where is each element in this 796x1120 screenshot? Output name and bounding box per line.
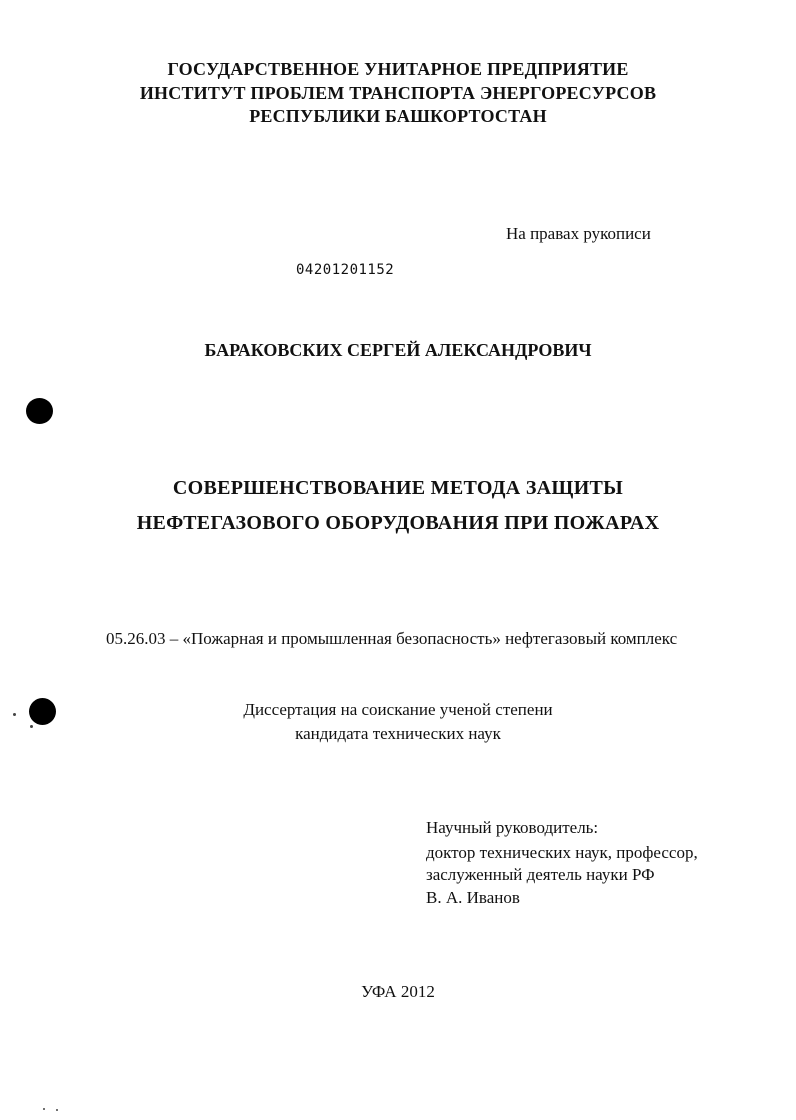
dissertation-title-line-1: СОВЕРШЕНСТВОВАНИЕ МЕТОДА ЗАЩИТЫ	[172, 477, 624, 499]
organization-line-2: ИНСТИТУТ ПРОБЛЕМ ТРАНСПОРТА ЭНЕРГОРЕСУРСОВ	[139, 83, 657, 103]
specialty-code-line: 05.26.03 – «Пожарная и промышленная безопасность» нефтегазовый комплекс	[106, 629, 678, 648]
organization-line-1: ГОСУДАРСТВЕННОЕ УНИТАРНОЕ ПРЕДПРИЯТИЕ	[167, 59, 629, 79]
hole-punch-mark	[26, 398, 53, 424]
degree-line-2: кандидата технических наук	[295, 724, 501, 743]
scan-speck	[43, 1108, 45, 1110]
manuscript-rights-note: На правах рукописи	[506, 224, 651, 243]
supervisor-name: В. А. Иванов	[426, 888, 520, 907]
dissertation-title-line-2: НЕФТЕГАЗОВОГО ОБОРУДОВАНИЯ ПРИ ПОЖАРАХ	[136, 512, 660, 534]
supervisor-honor: заслуженный деятель науки РФ	[426, 865, 655, 884]
organization-line-3: РЕСПУБЛИКИ БАШКОРТОСТАН	[249, 106, 547, 126]
author-name: БАРАКОВСКИХ СЕРГЕЙ АЛЕКСАНДРОВИЧ	[204, 340, 592, 360]
place-and-year: УФА 2012	[361, 982, 435, 1001]
supervisor-degree: доктор технических наук, профессор,	[426, 843, 698, 862]
scan-speck	[56, 1109, 58, 1111]
degree-line-1: Диссертация на соискание ученой степени	[243, 700, 553, 719]
supervisor-label: Научный руководитель:	[426, 818, 599, 837]
registration-number: 04201201152	[296, 262, 395, 278]
